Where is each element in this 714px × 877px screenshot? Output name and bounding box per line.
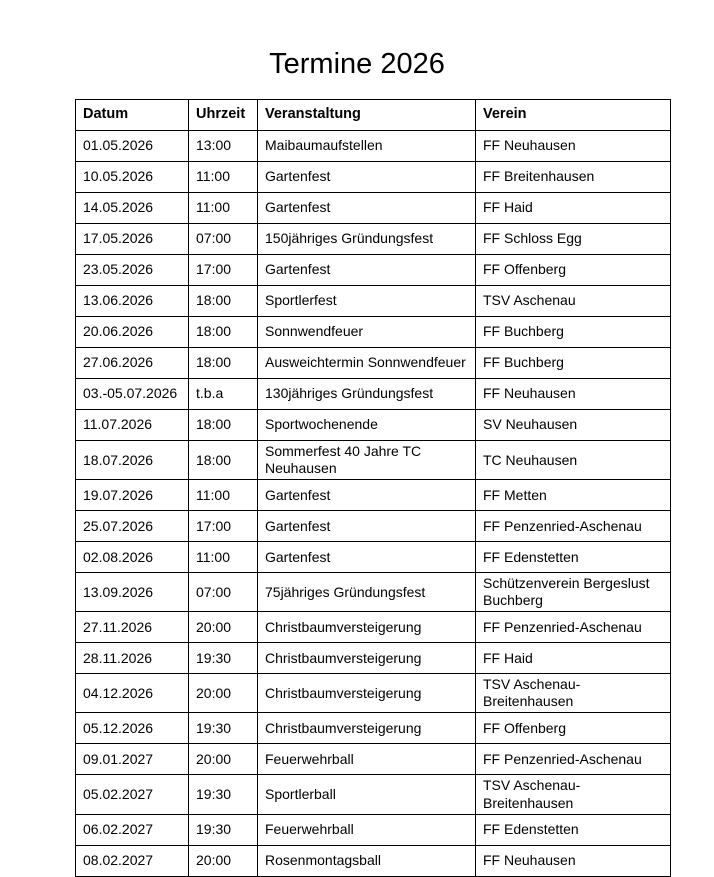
cell-verein: FF Buchberg — [476, 317, 671, 348]
cell-datum: 08.02.2027 — [76, 845, 189, 876]
cell-veranstaltung: Sonnwendfeuer — [258, 317, 476, 348]
header-row — [76, 100, 671, 131]
cell-uhrzeit: 19:30 — [189, 713, 258, 744]
table-row — [76, 542, 671, 573]
cell-verein: FF Penzenried-Aschenau — [476, 612, 671, 643]
cell-datum: 01.05.2026 — [76, 131, 189, 162]
cell-datum: 17.05.2026 — [76, 224, 189, 255]
cell-datum: 18.07.2026 — [76, 441, 189, 480]
cell-uhrzeit: 17:00 — [189, 511, 258, 542]
table-row — [76, 162, 671, 193]
table-row — [76, 845, 671, 876]
column-header-verein: Verein — [476, 100, 671, 131]
table-row — [76, 286, 671, 317]
column-header-veranstaltung: Veranstaltung — [258, 100, 476, 131]
cell-veranstaltung: 130jähriges Gründungsfest — [258, 379, 476, 410]
cell-verein: FF Neuhausen — [476, 845, 671, 876]
cell-veranstaltung: Christbaumversteigerung — [258, 612, 476, 643]
table-row — [76, 255, 671, 286]
cell-uhrzeit: 20:00 — [189, 845, 258, 876]
cell-verein: FF Haid — [476, 193, 671, 224]
cell-verein: TSV Aschenau-Breitenhausen — [476, 775, 671, 814]
cell-uhrzeit: 11:00 — [189, 542, 258, 573]
cell-verein: FF Neuhausen — [476, 379, 671, 410]
cell-datum: 02.08.2026 — [76, 542, 189, 573]
cell-verein: FF Metten — [476, 480, 671, 511]
cell-datum: 14.05.2026 — [76, 193, 189, 224]
table-body — [76, 131, 671, 877]
table-row — [76, 775, 671, 814]
cell-veranstaltung: Gartenfest — [258, 480, 476, 511]
cell-datum: 04.12.2026 — [76, 674, 189, 713]
cell-datum: 19.07.2026 — [76, 480, 189, 511]
cell-verein: SV Neuhausen — [476, 410, 671, 441]
cell-datum: 06.02.2027 — [76, 814, 189, 845]
cell-datum: 23.05.2026 — [76, 255, 189, 286]
cell-veranstaltung: Maibaumaufstellen — [258, 131, 476, 162]
cell-verein: TSV Aschenau-Breitenhausen — [476, 674, 671, 713]
cell-veranstaltung: Gartenfest — [258, 193, 476, 224]
cell-uhrzeit: 18:00 — [189, 286, 258, 317]
cell-datum: 05.12.2026 — [76, 713, 189, 744]
cell-verein: FF Edenstetten — [476, 542, 671, 573]
cell-verein: FF Offenberg — [476, 713, 671, 744]
cell-datum: 10.05.2026 — [76, 162, 189, 193]
cell-veranstaltung: Ausweichtermin Sonnwendfeuer — [258, 348, 476, 379]
events-table — [75, 99, 671, 877]
cell-veranstaltung: Christbaumversteigerung — [258, 674, 476, 713]
table-row — [76, 612, 671, 643]
cell-uhrzeit: 11:00 — [189, 162, 258, 193]
cell-uhrzeit: 07:00 — [189, 573, 258, 612]
cell-veranstaltung: Feuerwehrball — [258, 814, 476, 845]
cell-veranstaltung: Christbaumversteigerung — [258, 713, 476, 744]
cell-datum: 05.02.2027 — [76, 775, 189, 814]
cell-datum: 13.09.2026 — [76, 573, 189, 612]
cell-datum: 27.11.2026 — [76, 612, 189, 643]
table-row — [76, 379, 671, 410]
table-row — [76, 410, 671, 441]
cell-veranstaltung: Sportwochenende — [258, 410, 476, 441]
cell-verein: FF Offenberg — [476, 255, 671, 286]
table-row — [76, 674, 671, 713]
table-row — [76, 814, 671, 845]
cell-uhrzeit: 20:00 — [189, 744, 258, 775]
cell-uhrzeit: 19:30 — [189, 814, 258, 845]
cell-uhrzeit: 13:00 — [189, 131, 258, 162]
cell-veranstaltung: Sommerfest 40 Jahre TC Neuhausen — [258, 441, 476, 480]
table-row — [76, 224, 671, 255]
cell-verein: FF Breitenhausen — [476, 162, 671, 193]
cell-datum: 13.06.2026 — [76, 286, 189, 317]
table-row — [76, 317, 671, 348]
cell-uhrzeit: 19:30 — [189, 775, 258, 814]
cell-veranstaltung: Gartenfest — [258, 255, 476, 286]
column-header-uhrzeit: Uhrzeit — [189, 100, 258, 131]
cell-datum: 09.01.2027 — [76, 744, 189, 775]
cell-datum: 20.06.2026 — [76, 317, 189, 348]
cell-verein: FF Penzenried-Aschenau — [476, 511, 671, 542]
cell-uhrzeit: 17:00 — [189, 255, 258, 286]
cell-veranstaltung: Feuerwehrball — [258, 744, 476, 775]
cell-uhrzeit: 20:00 — [189, 674, 258, 713]
cell-veranstaltung: Gartenfest — [258, 162, 476, 193]
table-header — [76, 100, 671, 131]
table-row — [76, 573, 671, 612]
table-row — [76, 480, 671, 511]
cell-verein: TC Neuhausen — [476, 441, 671, 480]
column-header-datum: Datum — [76, 100, 189, 131]
page-title: Termine 2026 — [269, 48, 445, 80]
cell-verein: FF Edenstetten — [476, 814, 671, 845]
cell-uhrzeit: 19:30 — [189, 643, 258, 674]
cell-verein: Schützenverein Bergeslust Buchberg — [476, 573, 671, 612]
cell-datum: 27.06.2026 — [76, 348, 189, 379]
cell-uhrzeit: 11:00 — [189, 193, 258, 224]
table-row — [76, 511, 671, 542]
cell-uhrzeit: 07:00 — [189, 224, 258, 255]
cell-veranstaltung: Rosenmontagsball — [258, 845, 476, 876]
cell-uhrzeit: 20:00 — [189, 612, 258, 643]
table-row — [76, 441, 671, 480]
cell-veranstaltung: 75jähriges Gründungsfest — [258, 573, 476, 612]
cell-uhrzeit: t.b.a — [189, 379, 258, 410]
cell-datum: 28.11.2026 — [76, 643, 189, 674]
cell-verein: FF Schloss Egg — [476, 224, 671, 255]
cell-veranstaltung: Sportlerfest — [258, 286, 476, 317]
cell-verein: FF Buchberg — [476, 348, 671, 379]
cell-datum: 03.-05.07.2026 — [76, 379, 189, 410]
cell-verein: FF Neuhausen — [476, 131, 671, 162]
cell-verein: FF Haid — [476, 643, 671, 674]
table-row — [76, 744, 671, 775]
cell-datum: 25.07.2026 — [76, 511, 189, 542]
cell-uhrzeit: 18:00 — [189, 410, 258, 441]
table-row — [76, 643, 671, 674]
table-row — [76, 713, 671, 744]
cell-uhrzeit: 18:00 — [189, 348, 258, 379]
cell-veranstaltung: Sportlerball — [258, 775, 476, 814]
cell-veranstaltung: 150jähriges Gründungsfest — [258, 224, 476, 255]
cell-veranstaltung: Gartenfest — [258, 511, 476, 542]
cell-verein: FF Penzenried-Aschenau — [476, 744, 671, 775]
table-row — [76, 193, 671, 224]
cell-veranstaltung: Christbaumversteigerung — [258, 643, 476, 674]
table-row — [76, 348, 671, 379]
cell-datum: 11.07.2026 — [76, 410, 189, 441]
cell-verein: TSV Aschenau — [476, 286, 671, 317]
cell-uhrzeit: 18:00 — [189, 317, 258, 348]
table-row — [76, 131, 671, 162]
cell-uhrzeit: 11:00 — [189, 480, 258, 511]
cell-uhrzeit: 18:00 — [189, 441, 258, 480]
cell-veranstaltung: Gartenfest — [258, 542, 476, 573]
